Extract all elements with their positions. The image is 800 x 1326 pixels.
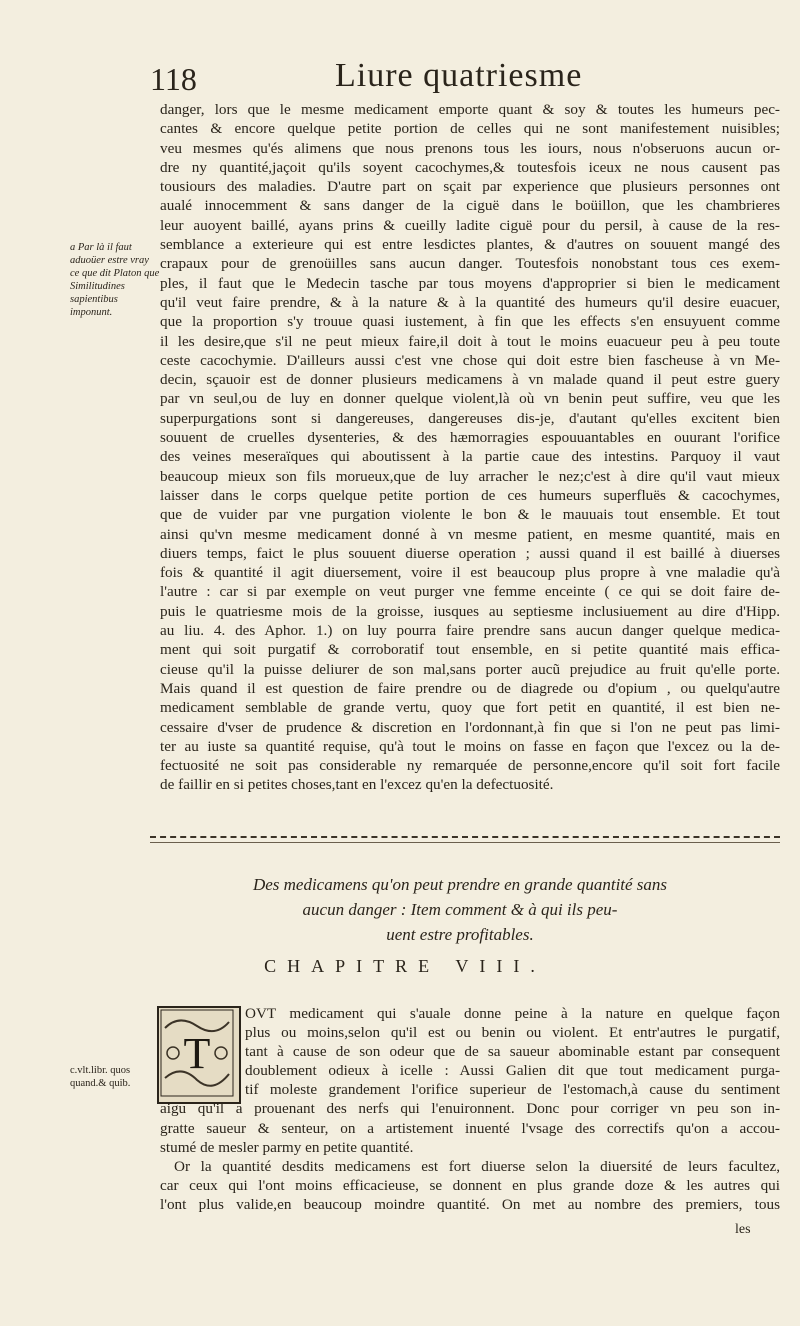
text-line: superpurgations sont si dangereuses, dangereuses dis-je, d'autant qu'elles excitent bien [160,409,780,427]
text-line: aigu qu'il a prouenant des nerfs qui l'enuironnent. Donc pour corriger vn peu son in- [160,1100,780,1118]
text-line: au liu. 4. des Aphor. 1.) on luy pourra faire prendre sans aucun danger quelque medica- [160,622,780,640]
heading-line: Des medicamens qu'on peut prendre en grande quantité sans [252,875,668,894]
initial-letter: T [183,1029,211,1078]
text-line: tif moleste grandement l'orifice superieur de l'estomach,à cause du sentiment [245,1081,780,1099]
text-line: danger, lors que le mesme medicament emporte quant & soy & toutes les humeurs pec- [160,101,780,118]
text-line: il les desire,que s'il ne peut mieux faire,il doit à tout le moins euacueur peu à peu toute [160,332,780,350]
text-line: tant à cause de son odeur que de sa saueur abominable estant par consequent [245,1043,780,1061]
chapter-heading [220,872,700,947]
text-line: ainsi qu'vn mesme medicament donné à vn mesme patient, en mesme quantité, mais en [160,525,780,543]
text-line: car ceux qui l'ont moins efficacieuse, se donnent en plus grande doze & les autres qui [160,1176,780,1194]
text-line: laisser dans le corps quelque petite portion de ces humeurs superfluës & cacochymes, [160,486,780,504]
text-line: que de vuider par vne purgation violente le bon & le mauuais tout ensemble. Et tout [160,506,780,524]
text-line: plus ou moins,selon qu'il est ou benin ou violent. Et entr'autres le purgatif, [245,1024,780,1042]
text-line: aualé innocemment & sans danger de la ciguë dans le boüillon, que les chambrieres [160,197,780,215]
text-line: Or la quantité desdits medicamens est fort diuerse selon la diuersité de leurs facultez, [174,1157,780,1175]
text-line: leur auoyent baillé, ayans prins & cueilly ladite ciguë pour du persil, à cause de la res- [160,216,780,234]
text-line: medicament semblable de grande vertu, quoy que fort petit en quantité, il est bien ne- [160,699,780,717]
text-line: cieuse qu'il la puisse deliurer de son mal,sans porter aucũ prejudice au fruit qu'elle porte. [160,660,780,678]
text-line: doublement odieux à icelle : Aussi Galien dit que tout medicament purga- [245,1062,780,1080]
section-divider [150,836,780,838]
section-divider-line [150,842,780,843]
page-header [140,55,660,105]
text-line: qu'il veut faire prendre, & à la nature & à la quantité des humeurs qu'il desire euacuer, [160,293,780,311]
page-number: 118 [150,61,197,97]
text-line: diuers temps, faict le plus souuent diuerse operation ; aussi quand il est baillé à diuerses [160,544,780,562]
text-line: fois & quantité il agit diuersement, voire il est beaucoup plus propre à vne maladie qu'à [160,564,780,582]
body-text [160,100,780,795]
margin-note: a Par là il faut aduoüer estre vray ce que dit Platon que Similitudines sapientibus imponunt. [70,242,160,318]
text-line: ment qui soit purgatif & corroboratif tout ensemble, en si petite quantité mais effica- [160,641,780,659]
text-line: de faillir en si petites choses,tant en l'excez qu'en la defectuosité. [160,776,554,794]
text-line: des veines meseraïques qui aboutissent à la partie caue des intestins. Parquoy il vaut [160,448,780,466]
text-line: stumé de mesler parmy en petite quantité. [160,1138,414,1156]
text-line: semblance a exterieure qui est entre lesdictes plantes, & d'autres on souuent mangé des [160,236,780,254]
text-line: OVT medicament qui s'auale donne peine à la nature en quelque façon [245,1005,780,1022]
text-line: beaucoup mieux son fils morueux,que de luy arracher le nez;c'est à dire qu'il vaut mieux [160,467,780,485]
text-line: decin, sçauoir est de donner plusieurs medicamens à vn malade quand il peut estre guery [160,371,780,389]
text-line: par vn seul,ou de luy en donner quelque violent,là où vn benin peut suffire, veu que les [160,390,780,408]
text-line: ceste cacochymie. D'ailleurs aussi c'est vne chose qui doit estre bien fascheuse à vn Me- [160,351,780,369]
text-line: tousiours des maladies. D'autre part on sçait par experience que plusieurs personnes ont [160,178,780,196]
text-line: gratte saueur & senteur, on a artistement inuenté l'vsage des correctifs qu'on a accou- [160,1119,780,1137]
chapter-number: CHAPITRE VIII. [264,956,546,976]
text-line: veu mesmes qu'és alimens que nous prenons tous les iours, nous n'obseruons aucun or- [160,139,780,157]
text-line: ples, il faut que le Medecin tasche par tous moyens d'approprier si bien le medicament [160,274,780,292]
text-line: dre ny quantité,jaçoit qu'ils soyent cacochymes,& toutesfois iceux ne nous causent pas [160,158,780,176]
text-line: crapaux pour de grenoüilles sans aucun danger. Toutesfois nonobstant tous ces exem- [160,255,780,273]
text-line: puis le quatriesme mois de la groisse, iusques au septiesme inclusiuement au dire d'Hipp. [160,602,780,620]
text-line: ter au iuste sa quantité requise, qu'à tout le moins on fasse en façon que l'excez ou la de- [160,737,780,755]
text-line: l'autre : car si par exemple on veut purger vne femme enceinte ( ce qui se doit faire de- [160,583,780,601]
heading-line: aucun danger : Item comment & à qui ils peu- [302,900,618,919]
text-line: fectuosité ne soit pas considerable ny remarquée de personne,encore qu'il soit fort facile [160,757,780,775]
text-line: Mais quand il est question de faire prendre ou de diagrede ou d'opium , ou quelqu'autre [160,679,780,697]
text-line: cantes & encore quelque petite portion de celles qui ne sont manifestement nuisibles; [160,120,780,138]
catchword: les [735,1222,751,1237]
text-line: cessaire d'vser de prudence & discretion en l'ordonnant,à fin que si l'on ne peut pas limi- [160,718,780,736]
chapter-text [160,1004,780,1214]
heading-line: uent estre profitables. [386,925,534,944]
running-title: Liure quatriesme [335,57,583,94]
text-line: que la proportion s'y trouue quasi iustement, à fin que les effects s'en ensuyuent comme [160,313,780,331]
text-line: souuent de cruelles dysenteries, & des hæmorragies espouuantables en ouurant l'orifice [160,429,780,447]
margin-note-citation: c.vlt.libr. quos quand.& quib. [70,1065,131,1089]
text-line: l'ont plus valide,en beaucoup moindre quantité. On met au nombre des premiers, tous [160,1195,780,1213]
